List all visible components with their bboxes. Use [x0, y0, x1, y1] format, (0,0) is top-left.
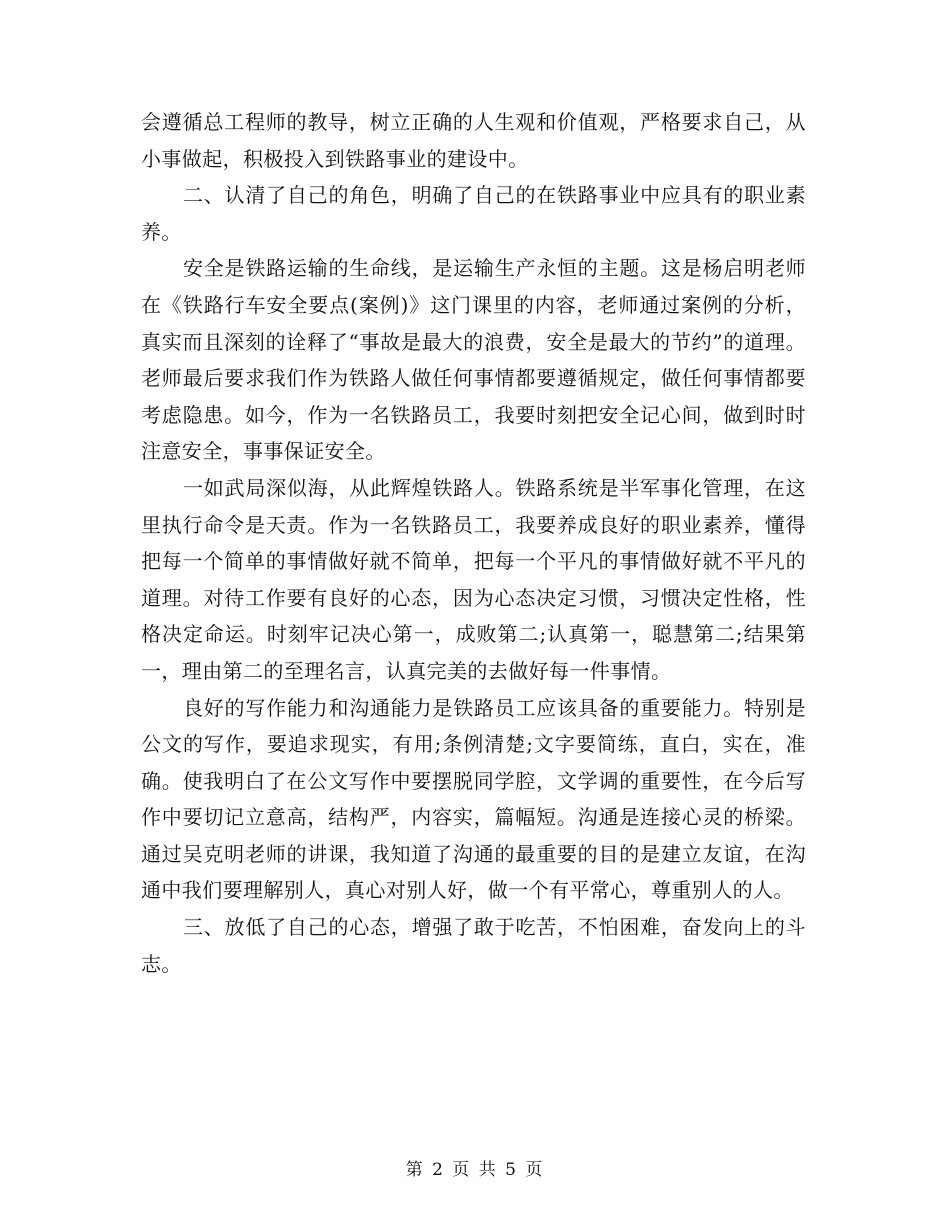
paragraph-safety: 安全是铁路运输的生命线，是运输生产永恒的主题。这是杨启明老师在《铁路行车安全要点(案例)》这门课里的内容，老师通过案例的分析，真实而且深刻的诠释了“事故是最大的浪费，安全是最大的节约”的道理。老师最后要求我们作为铁路人做任何事情都要遵循规定，做任何事情都要考虑隐患。如今，作为一名铁路员工，我要时刻把安全记心间，做到时时注意安全，事事保证安全。 — [141, 256, 806, 464]
document-body — [141, 104, 806, 982]
paragraph-professionalism: 一如武局深似海，从此辉煌铁路人。铁路系统是半军事化管理，在这里执行命令是天责。作为一名铁路员工，我要养成良好的职业素养，懂得把每一个简单的事情做好就不简单，把每一个平凡的事情做好就不平凡的道理。对待工作要有良好的心态，因为心态决定习惯，习惯决定性格，性格决定命运。时刻牢记决心第一，成败第二;认真第一，聪慧第二;结果第一，理由第二的至理名言，认真完美的去做好每一件事情。 — [141, 475, 806, 683]
paragraph-heading-3: 三、放低了自己的心态，增强了敢于吃苦，不怕困难，奋发向上的斗志。 — [141, 915, 806, 976]
paragraph-continuation: 会遵循总工程师的教导，树立正确的人生观和价值观，严格要求自己，从小事做起，积极投入到铁路事业的建设中。 — [141, 110, 806, 171]
paragraph-writing-communication: 良好的写作能力和沟通能力是铁路员工应该具备的重要能力。特别是公文的写作，要追求现实，有用;条例清楚;文字要简练，直白，实在，准确。使我明白了在公文写作中要摆脱同学腔，文学调的重要性，在今后写作中要切记立意高，结构严，内容实，篇幅短。沟通是连接心灵的桥梁。通过吴克明老师的讲课，我知道了沟通的最重要的目的是建立友谊，在沟通中我们要理解别人，真心对别人好，做一个有平常心，尊重别人的人。 — [141, 695, 806, 903]
paragraph-heading-2: 二、认清了自己的角色，明确了自己的在铁路事业中应具有的职业素养。 — [141, 183, 806, 244]
page-number-footer: 第 2 页 共 5 页 — [405, 1160, 545, 1180]
